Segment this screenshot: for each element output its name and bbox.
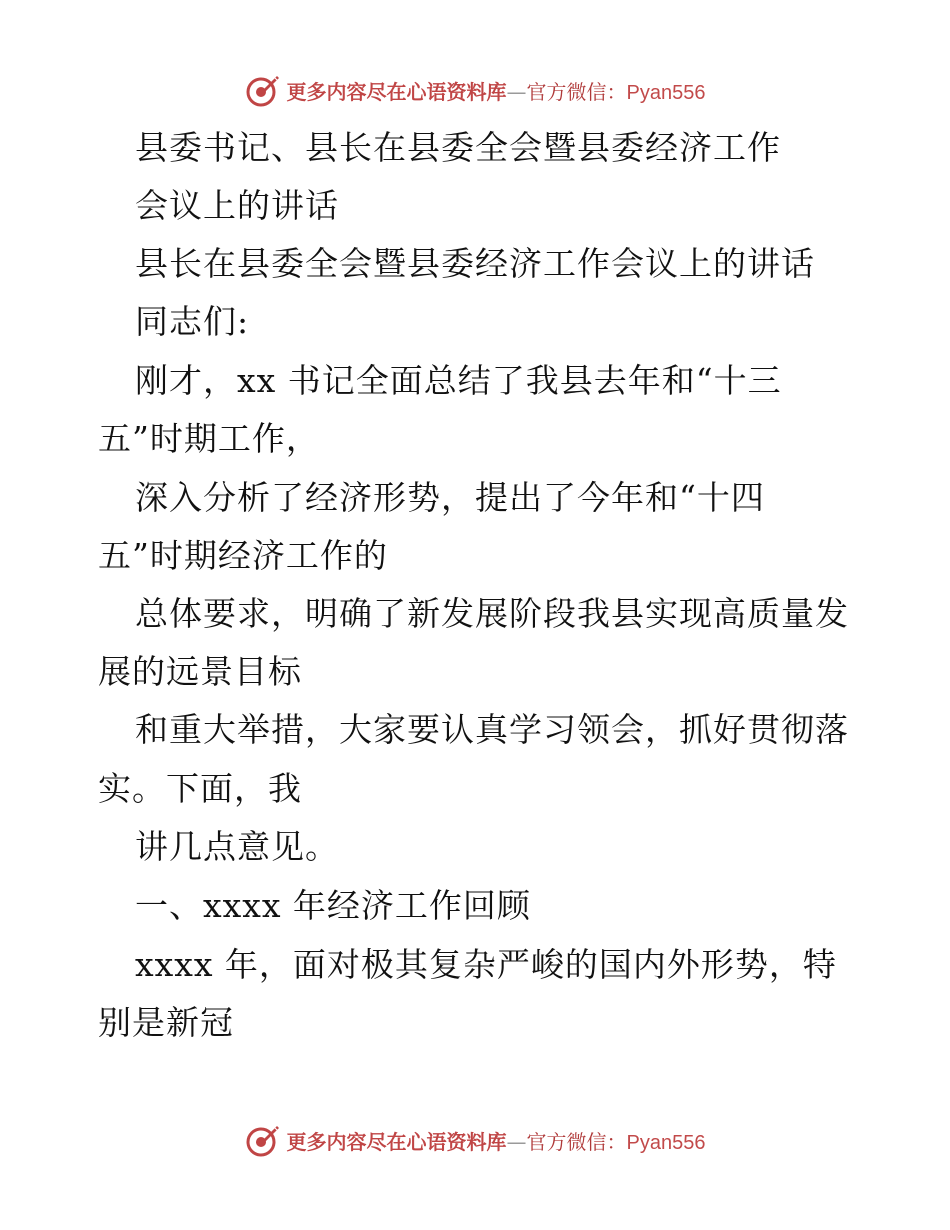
banner-wechat-label: 官方微信：: [526, 1129, 627, 1154]
banner-library-text: 更多内容尽在心语资料库: [286, 1129, 507, 1154]
paragraph-line: 总体要求，明确了新发展阶段我县实现高质量发: [135, 594, 849, 633]
banner-separator: —: [506, 79, 527, 104]
paragraph-line: 和重大举措，大家要认真学习领会，抓好贯彻落: [135, 710, 849, 749]
paragraph-line: xxxx 年，面对极其复杂严峻的国内外形势，特: [135, 945, 837, 984]
paragraph-line: 讲几点意见。: [135, 827, 339, 866]
title-line-2: 会议上的讲话: [135, 186, 339, 225]
banner-library-text: 更多内容尽在心语资料库: [286, 79, 507, 104]
paragraph-line: 别是新冠: [98, 1003, 234, 1042]
paragraph-line: 刚才，xx 书记全面总结了我县去年和“十三: [135, 361, 782, 400]
paragraph-line: 展的远景目标: [98, 652, 302, 691]
banner-separator: —: [506, 1129, 527, 1154]
paragraph-line: 深入分析了经济形势，提出了今年和“十四: [135, 478, 765, 517]
paragraph-line: 五”时期经济工作的: [98, 536, 388, 575]
banner-wechat-label: 官方微信：: [526, 79, 627, 104]
paragraph-line: 五”时期工作，: [98, 419, 320, 458]
header-banner: [0, 70, 950, 110]
banner-text: [287, 76, 706, 105]
salutation: 同志们:: [135, 302, 250, 341]
title-line-1: 县委书记、县长在县委全会暨县委经济工作: [135, 128, 781, 167]
footer-banner: [0, 1120, 950, 1160]
banner-account: Pyan556: [626, 81, 706, 104]
paragraph-line: 实。下面，我: [98, 769, 302, 808]
quill-logo-icon: [245, 1122, 281, 1158]
section-heading: 一、xxxx 年经济工作回顾: [135, 886, 531, 925]
banner-account: Pyan556: [626, 1131, 706, 1154]
subtitle-line: 县长在县委全会暨县委经济工作会议上的讲话: [135, 244, 815, 283]
quill-logo-icon: [245, 72, 281, 108]
banner-text: [287, 1126, 706, 1155]
